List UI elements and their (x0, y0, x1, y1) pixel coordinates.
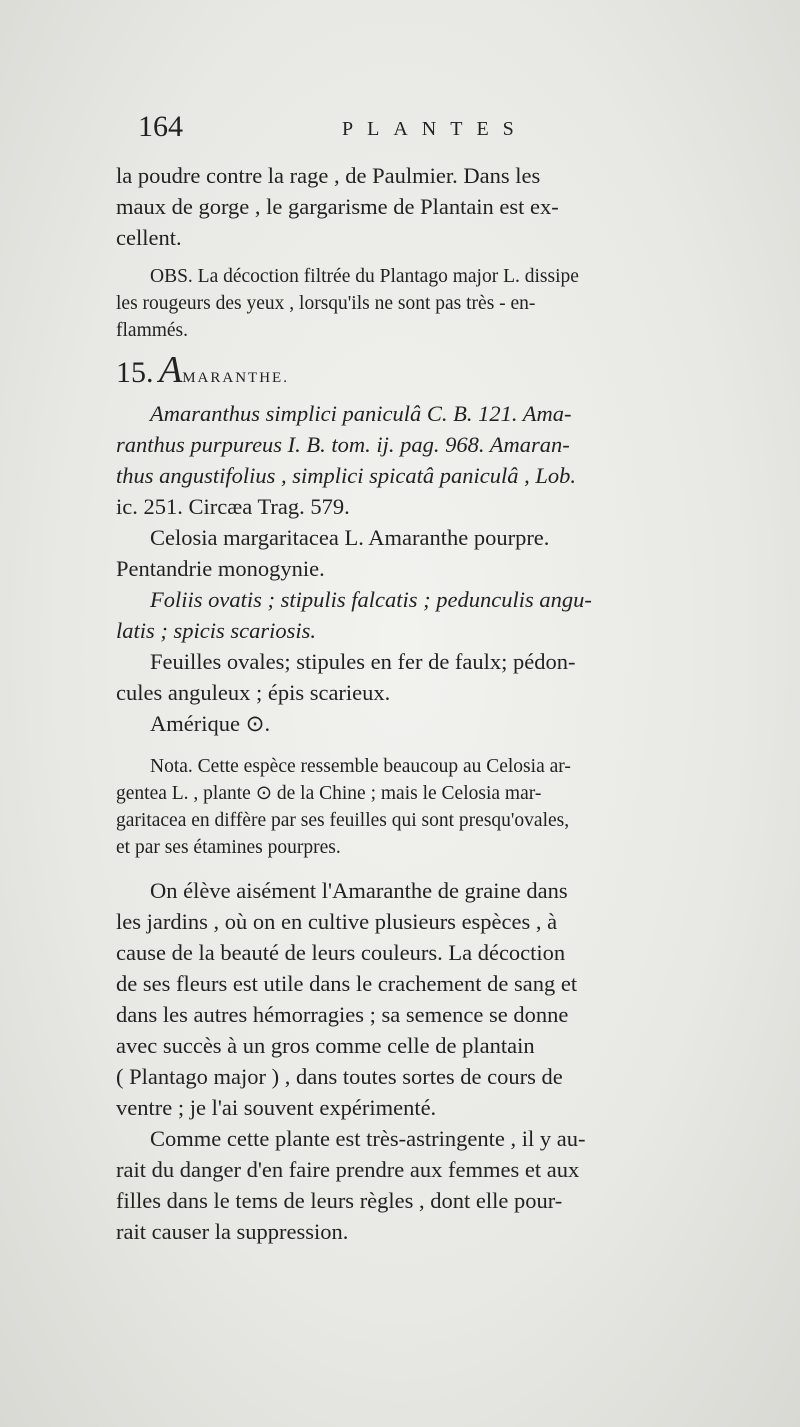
species-name: Celosia margaritacea L. Amaranthe pourpre. (150, 525, 550, 550)
text-line: gentea L. , plante ⊙ de la Chine ; mais le Celosia mar- (116, 783, 542, 804)
page-number: 164 (138, 110, 183, 143)
text-line: maux de gorge , le gargarisme de Plantain est ex- (116, 194, 559, 219)
text-line: de ses fleurs est utile dans le crachement de sang et (116, 971, 578, 996)
obs-note (116, 263, 768, 344)
text-line: Foliis ovatis ; stipulis falcatis ; pedunculis angu- (150, 587, 592, 612)
text-line: flammés. (116, 320, 189, 341)
entry-initial: A (159, 349, 183, 391)
nota-note (116, 753, 768, 861)
text-line: Amaranthus simplici paniculâ C. B. 121. Ama- (150, 401, 572, 426)
linnaean-class: Pentandrie monogynie. (116, 556, 325, 581)
french-description (116, 646, 768, 708)
text-line: Nota. Cette espèce ressemble beaucoup au Celosia ar- (150, 756, 571, 777)
text-line: cellent. (116, 225, 182, 250)
text-line: Feuilles ovales; stipules en fer de faulx; pédon- (150, 649, 576, 674)
latin-description (116, 584, 768, 646)
text-line: rait du danger d'en faire prendre aux femmes et aux (116, 1157, 580, 1182)
habitat: Amérique ⊙. (150, 711, 271, 736)
entry-heading (116, 350, 768, 398)
paragraph-cultivation (116, 875, 768, 1123)
entry-title: MARANTHE. (182, 370, 289, 386)
text-line: ( Plantago major ) , dans toutes sortes de cours de (116, 1064, 563, 1089)
text-line: dans les autres hémorragies ; sa semence se donne (116, 1002, 569, 1027)
synonyms (116, 398, 768, 522)
text-line: les jardins , où on en cultive plusieurs espèces , à (116, 909, 558, 934)
text-block (116, 110, 768, 1247)
text-line: On élève aisément l'Amaranthe de graine dans (150, 878, 568, 903)
entry-number: 15. (116, 356, 154, 389)
intro-paragraph (116, 160, 768, 253)
text-line: rait causer la suppression. (116, 1219, 349, 1244)
text-line: avec succès à un gros comme celle de plantain (116, 1033, 535, 1058)
text-line: ranthus purpureus I. B. tom. ij. pag. 968. Amaran- (116, 432, 570, 457)
text-line: et par ses étamines pourpres. (116, 837, 341, 858)
text-line: les rougeurs des yeux , lorsqu'ils ne sont pas très - en- (116, 293, 536, 314)
text-line: filles dans le tems de leurs règles , dont elle pour- (116, 1188, 563, 1213)
page-header (116, 110, 768, 150)
text-line: la poudre contre la rage , de Paulmier. Dans les (116, 163, 541, 188)
text-line: garitacea en diffère par ses feuilles qui sont presqu'ovales, (116, 810, 570, 831)
text-line: ventre ; je l'ai souvent expérimenté. (116, 1095, 437, 1120)
running-head: PLANTES (342, 118, 528, 140)
text-line: Comme cette plante est très-astringente , il y au- (150, 1126, 586, 1151)
text-line: cause de la beauté de leurs couleurs. La décoction (116, 940, 566, 965)
paragraph-warning (116, 1123, 768, 1247)
text-line: ic. 251. Circæa Trag. 579. (116, 494, 350, 519)
text-line: latis ; spicis scariosis. (116, 618, 317, 643)
text-line: cules anguleux ; épis scarieux. (116, 680, 391, 705)
text-line: OBS. La décoction filtrée du Plantago major L. dissipe (150, 266, 579, 287)
text-line: thus angustifolius , simplici spicatâ paniculâ , Lob. (116, 463, 577, 488)
